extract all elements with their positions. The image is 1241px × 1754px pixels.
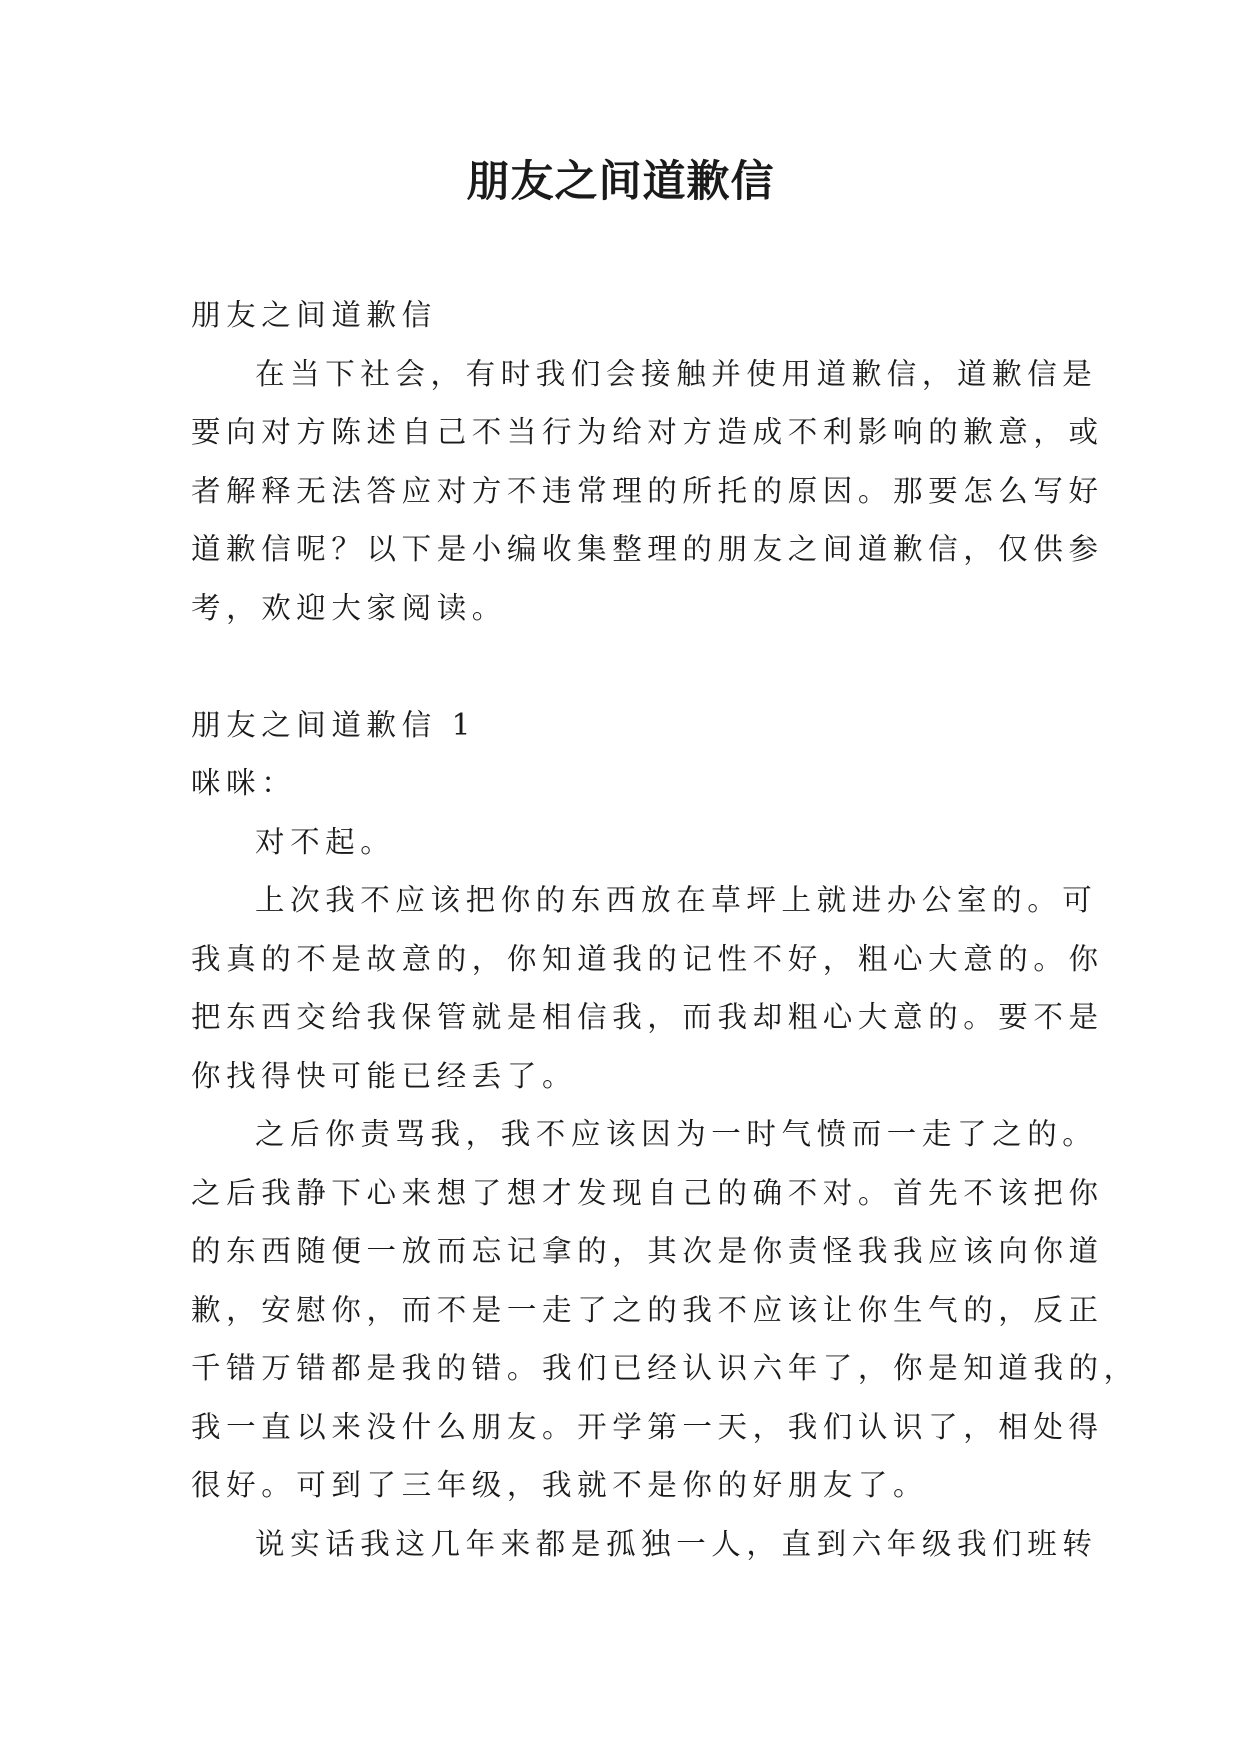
document-title: 朋友之间道歉信 (466, 157, 775, 207)
text-line: 朋友之间道歉信 (191, 298, 437, 332)
text-line: 千错万错都是我的错。我们已经认识六年了，你是知道我的， (191, 1351, 1139, 1385)
text-line: 对不起。 (255, 824, 396, 859)
text-line: 要向对方陈述自己不当行为给对方造成不利影响的歉意，或 (191, 415, 1104, 449)
text-line: 咪咪： (191, 766, 297, 800)
text-line: 道歉信呢？以下是小编收集整理的朋友之间道歉信，仅供参 (191, 532, 1104, 566)
text-line: 上次我不应该把你的东西放在草坪上就进办公室的。可 (255, 883, 1098, 917)
text-line: 朋友之间道歉信 1 (191, 707, 477, 742)
text-line: 我一直以来没什么朋友。开学第一天，我们认识了，相处得 (191, 1409, 1104, 1444)
text-line: 之后我静下心来想了想才发现自己的确不对。首先不该把你 (191, 1175, 1104, 1210)
text-line: 者解释无法答应对方不违常理的所托的原因。那要怎么写好 (191, 473, 1104, 508)
text-line: 说实话我这几年来都是孤独一人，直到六年级我们班转 (255, 1526, 1098, 1561)
text-line: 歉，安慰你，而不是一走了之的我不应该让你生气的，反正 (191, 1292, 1104, 1327)
text-line: 的东西随便一放而忘记拿的，其次是你责怪我我应该向你道 (191, 1234, 1104, 1268)
text-line: 把东西交给我保管就是相信我，而我却粗心大意的。要不是 (191, 1000, 1104, 1034)
text-line: 很好。可到了三年级，我就不是你的好朋友了。 (191, 1468, 929, 1502)
blank-line (191, 637, 1051, 696)
text-line: 之后你责骂我，我不应该因为一时气愤而一走了之的。 (255, 1117, 1098, 1151)
text-line: 你找得快可能已经丢了。 (191, 1058, 578, 1093)
text-line: 在当下社会，有时我们会接触并使用道歉信，道歉信是 (255, 356, 1098, 391)
text-line: 考，欢迎大家阅读。 (191, 590, 507, 625)
document-body (191, 286, 1139, 1573)
text-line: 我真的不是故意的，你知道我的记性不好，粗心大意的。你 (191, 941, 1104, 976)
